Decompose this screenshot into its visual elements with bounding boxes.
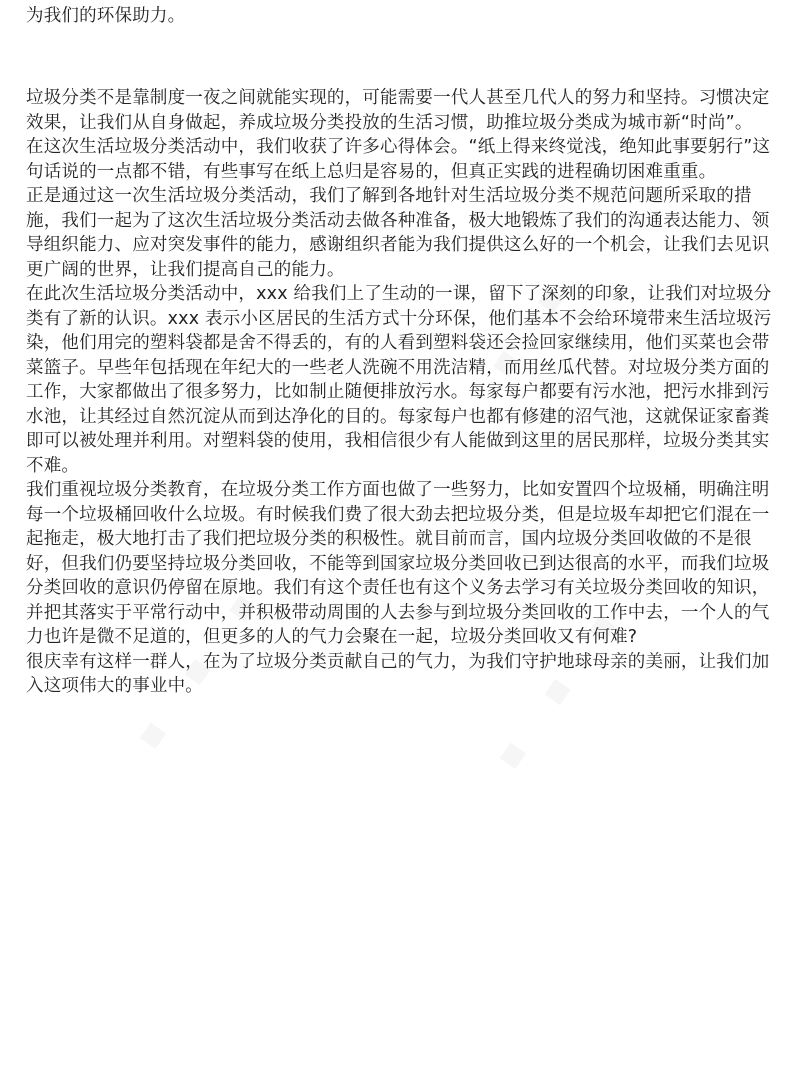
paragraph-measures: 正是通过这一次生活垃圾分类活动，我们了解到各地针对生活垃圾分类不规范问题所采取的措施，我们一起为了这次生活垃圾分类活动去做各种准备，极大地锻炼了我们的沟通表达能力、领导组织能力、应对突发事件的能力，感谢组织者能为我们提供这么好的一个机会，让我们去见识更广阔的世界，让我们提高自己的能力。: [26, 186, 770, 280]
lead-fragment: [26, 4, 778, 29]
lead-fragment-text: 为我们的环保助力。: [26, 6, 186, 26]
paragraph-conclusion: 很庆幸有这样一群人，在为了垃圾分类贡献自己的气力，为我们守护地球母亲的美丽，让我们加入这项伟大的事业中。: [26, 651, 770, 696]
paragraph-habit: 垃圾分类不是靠制度一夜之间就能实现的，可能需要一代人甚至几代人的努力和坚持。习惯决定效果，让我们从自身做起，养成垃圾分类投放的生活习惯，助推垃圾分类成为城市新“时尚”。: [26, 88, 770, 133]
paragraph-lesson: 在此次生活垃圾分类活动中，xxx 给我们上了生动的一课，留下了深刻的印象，让我们对垃圾分类有了新的认识。xxx 表示小区居民的生活方式十分环保，他们基本不会给环境带来生活垃圾污染，他们用完的塑料袋都是舍不得丢的，有的人看到塑料袋还会捡回家继续用，他们买菜也会带菜篮子。早些年包括现在年纪大的一些老人洗碗不用洗洁精，而用丝瓜代替。对垃圾分类方面的工作，大家都做出了很多努力，比如制止随便排放污水。每家每户都要有污水池，把污水排到污水池，让其经过自然沉淀从而到达净化的目的。每家每户也都有修建的沼气池，这就保证家畜粪即可以被处理并利用。对塑料袋的使用，我相信很少有人能做到这里的居民那样，垃圾分类其实不难。: [26, 284, 772, 476]
paragraph-experience: 在这次生活垃圾分类活动中，我们收获了许多心得体会。“纸上得来终觉浅，绝知此事要躬行”这句话说的一点都不错，有些事写在纸上总归是容易的，但真正实践的进程确切困难重重。: [26, 137, 771, 182]
document-body: [26, 86, 778, 699]
paragraph-education: 我们重视垃圾分类教育，在垃圾分类工作方面也做了一些努力，比如安置四个垃圾桶，明确注明每一个垃圾桶回收什么垃圾。有时候我们费了很大劲去把垃圾分类，但是垃圾车却把它们混在一起拖走，极大地打击了我们把垃圾分类的积极性。就目前而言，国内垃圾分类回收做的不是很好，但我们仍要坚持垃圾分类回收，不能等到国家垃圾分类回收已到达很高的水平，而我们垃圾分类回收的意识仍停留在原地。我们有这个责任也有这个义务去学习有关垃圾分类回收的知识，并把其落实于平常行动中，并积极带动周围的人去参与到垃圾分类回收的工作中去，一个人的气力也许是微不足道的，但更多的人的气力会聚在一起，垃圾分类回收又有何难?: [26, 480, 770, 647]
